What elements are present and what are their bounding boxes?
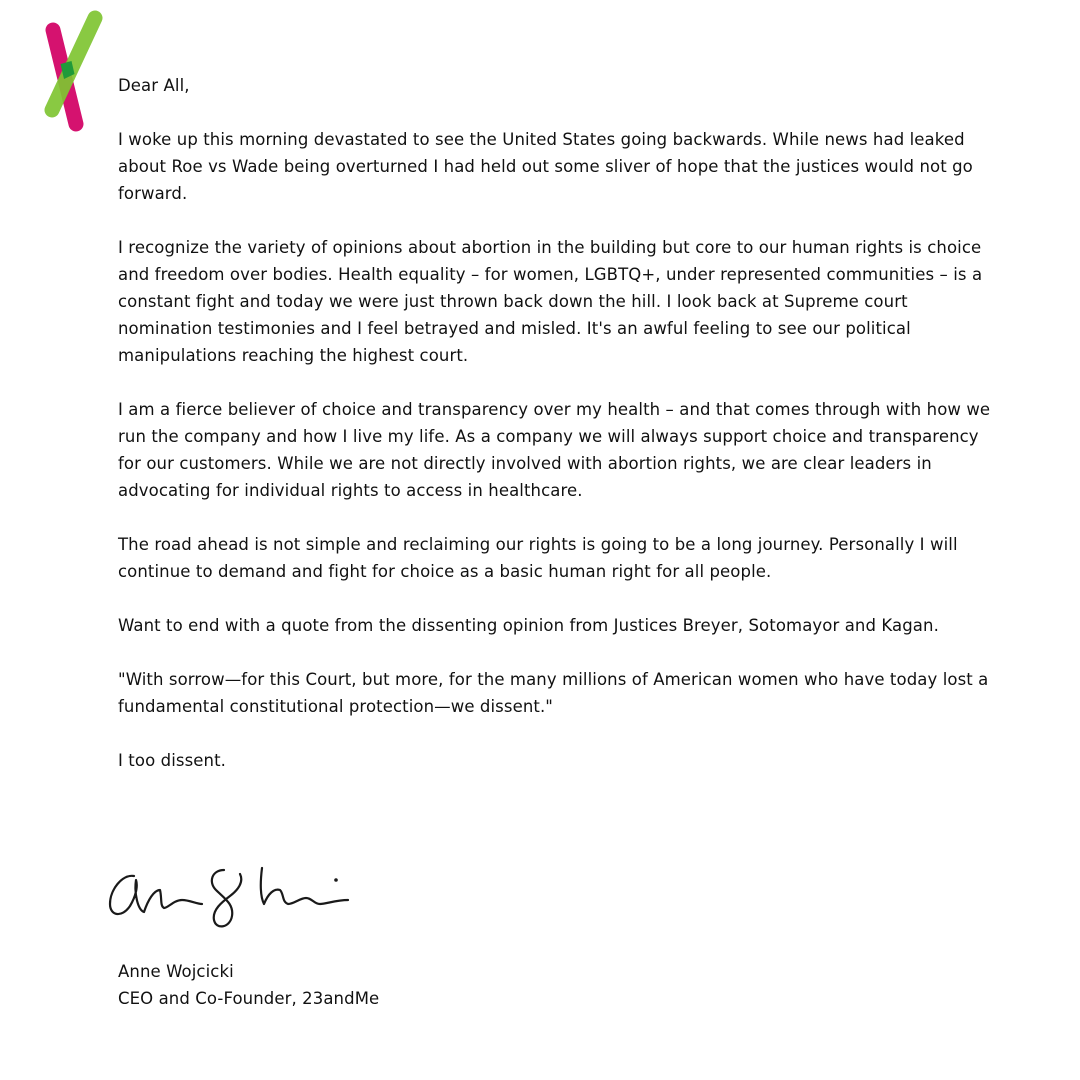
23andme-logo-icon <box>40 8 106 132</box>
dissent-quote: "With sorrow—for this Court, but more, for the many millions of American women who have today lost a fundamental constitutional protection—we dissent." <box>118 670 989 716</box>
author-title: CEO and Co-Founder, 23andMe <box>118 989 380 1008</box>
paragraph-4: The road ahead is not simple and reclaiming our rights is going to be a long journey. Personally I will continue to demand and fight for choice as a basic human right for all people. <box>118 535 958 581</box>
paragraph-3: I am a fierce believer of choice and transparency over my health – and that comes through with how we run the company and how I live my life. As a company we will always support choice and transparency for our customers. While we are not directly involved with abortion rights, we are clear leaders in advocating for individual rights to access in healthcare. <box>118 400 991 500</box>
author-name: Anne Wojcicki <box>118 962 234 981</box>
salutation: Dear All, <box>118 76 190 95</box>
handwritten-signature-icon <box>104 860 364 940</box>
paragraph-1: I woke up this morning devastated to see the United States going backwards. While news had leaked about Roe vs Wade being overturned I had held out some sliver of hope that the justices would not go forward. <box>118 130 973 203</box>
paragraph-2: I recognize the variety of opinions about abortion in the building but core to our human rights is choice and freedom over bodies. Health equality – for women, LGBTQ+, under represented communities – is a constant fight and today we were just thrown back down the hill. I look back at Supreme court nomination testimonies and I feel betrayed and misled. It's an awful feeling to see our political manipulations reaching the highest court. <box>118 238 983 365</box>
paragraph-5: Want to end with a quote from the dissenting opinion from Justices Breyer, Sotomayor and Kagan. <box>118 616 939 635</box>
closing-line: I too dissent. <box>118 751 226 770</box>
letter-body <box>118 72 998 801</box>
sign-off <box>118 958 379 1012</box>
